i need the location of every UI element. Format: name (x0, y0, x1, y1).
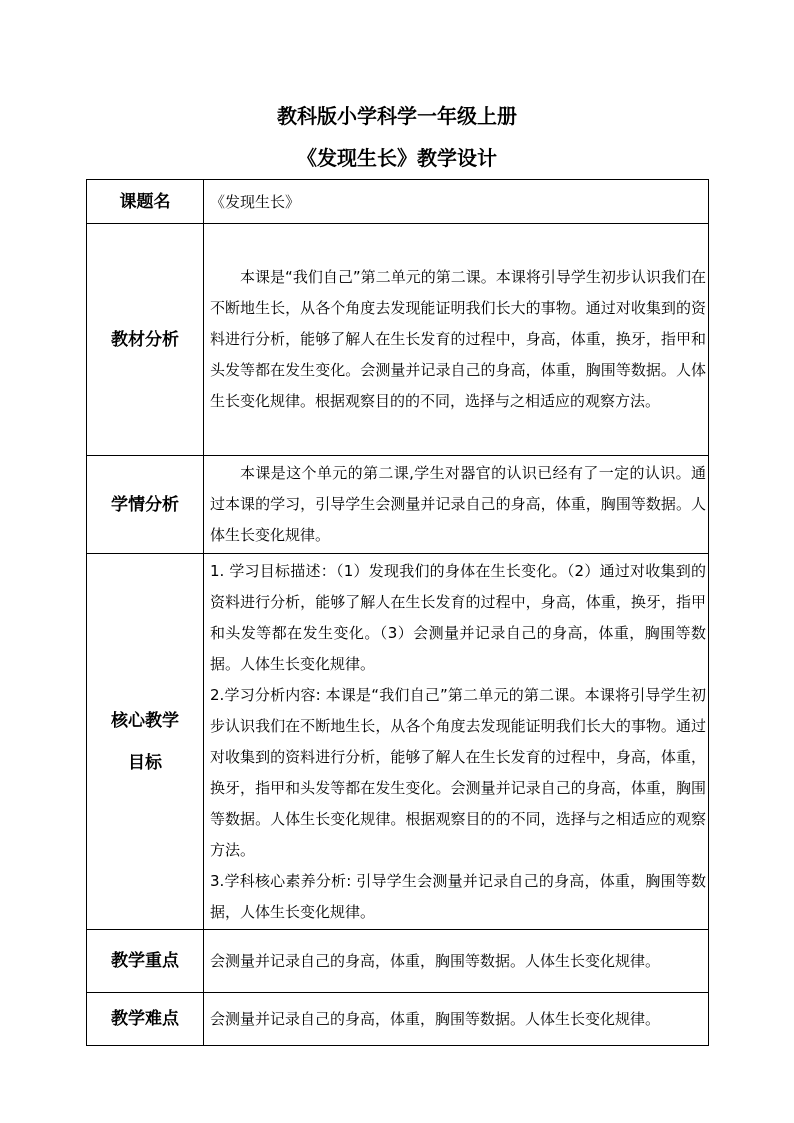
label-learner-analysis: 学情分析 (87, 456, 204, 554)
label-key-points: 教学重点 (87, 930, 204, 993)
learner-analysis-text: 本课是这个单元的第二课,学生对器官的认识已经有了一定的认识。通过本课的学习，引导学生会测量并记录自己的身高，体重，胸围等数据。人体生长变化规律。 (210, 464, 706, 544)
content-learner-analysis (204, 456, 709, 554)
table-row-key-points (87, 930, 709, 993)
objective-paragraph-3: 3.学科核心素养分析: 引导学生会测量并记录自己的身高，体重，胸围等数据，人体生长变化规律。 (210, 871, 706, 921)
key-points-text: 会测量并记录自己的身高，体重，胸围等数据。人体生长变化规律。 (210, 951, 661, 970)
label-core-objectives-line1: 核心教学 (111, 710, 179, 731)
lesson-title-text: 《发现生长》 (210, 192, 301, 211)
label-textbook-analysis: 教材分析 (87, 224, 204, 456)
table-row-core-objectives (87, 554, 709, 930)
content-lesson-title (204, 180, 709, 224)
document-subtitle: 《发现生长》教学设计 (297, 146, 497, 170)
document-title: 教科版小学科学一年级上册 (277, 104, 517, 128)
objective-paragraph-1: 1. 学习目标描述：（1）发现我们的身体在生长变化。（2）通过对收集到的资料进行分析，能够了解人在生长发育的过程中，身高，体重，换牙，指甲和头发等都在发生变化。（3）会测量并记录自己的身高，体重，胸围等数据。人体生长变化规律。 (210, 561, 706, 673)
objective-paragraph-2: 2.学习分析内容: 本课是“我们自己”第二单元的第二课。本课将引导学生初步认识我们在不断地生长，从各个角度去发现能证明我们长大的事物。通过对收集到的资料进行分析，能够了解人在生长发育的过程中，身高，体重，换牙，指甲和头发等都在发生变化。会测量并记录自己的身高，体重，胸围等数据。人体生长变化规律。根据观察目的的不同，选择与之相适应的观察方法。 (210, 685, 706, 859)
label-difficulties: 教学难点 (87, 993, 204, 1046)
textbook-analysis-text: 本课是“我们自己”第二单元的第二课。本课将引导学生初步认识我们在不断地生长，从各个角度去发现能证明我们长大的事物。通过对收集到的资料进行分析，能够了解人在生长发育的过程中，身高，体重，换牙，指甲和头发等都在发生变化。会测量并记录自己的身高，体重，胸围等数据。人体生长变化规律。根据观察目的的不同，选择与之相适应的观察方法。 (210, 268, 706, 410)
lesson-plan-table (86, 179, 709, 1046)
table-row-textbook-analysis (87, 224, 709, 456)
label-core-objectives (87, 554, 204, 930)
content-textbook-analysis (204, 224, 709, 456)
content-key-points (204, 930, 709, 993)
table-row-difficulties (87, 993, 709, 1046)
label-lesson-title: 课题名 (87, 180, 204, 224)
table-row-lesson-title (87, 180, 709, 224)
label-core-objectives-line2: 目标 (128, 752, 162, 773)
difficulties-text: 会测量并记录自己的身高，体重，胸围等数据。人体生长变化规律。 (210, 1009, 661, 1028)
table-row-learner-analysis (87, 456, 709, 554)
content-core-objectives (204, 554, 709, 930)
content-difficulties (204, 993, 709, 1046)
